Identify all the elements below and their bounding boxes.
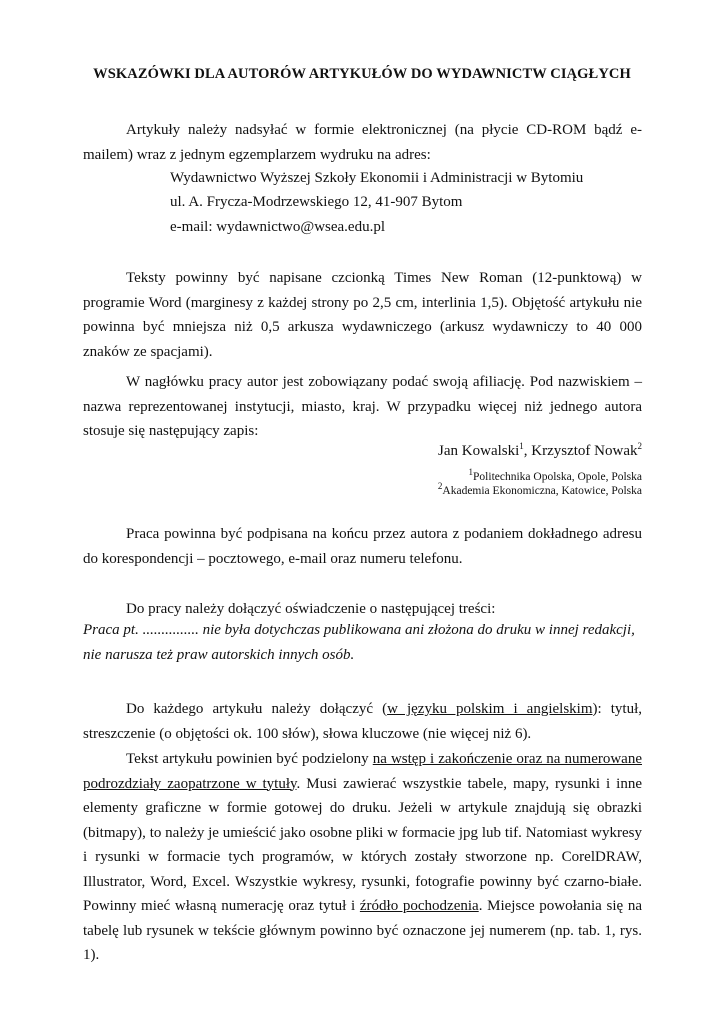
example-authors: Jan Kowalski$^1$, Krzysztof Nowak$^2$ — [438, 441, 642, 459]
address-line-2: ul. A. Frycza-Modrzewskiego 12, 41-907 Bytom — [170, 194, 463, 210]
address-line-1: Wydawnictwo Wyższej Szkoły Ekonomii i Administracji w Bytomiu — [170, 170, 584, 186]
address-email: e-mail: wydawnictwo@wsea.edu.pl — [170, 219, 386, 235]
statement-line-1: Praca pt. ............... nie była dotychczas publikowana ani złożona do druku w innej redakcji, — [83, 622, 635, 638]
paragraph-formatting: Teksty powinny być napisane czcionką Times New Roman (12-punktową) w programie Word (marginesy z każdej strony po 2,5 cm, interlinia 1,5). Objętość artykułu nie powinna być mniejsza niż 0,5 arkusza wydawniczego (arkusz wydawniczy to 40 000 znaków ze spacjami). — [83, 270, 642, 360]
paragraph-affiliation: W nagłówku pracy autor jest zobowiązany podać swoją afiliację. Pod nazwiskiem – nazwa reprezentowanej instytucji, miasto, kraj. W przypadku więcej niż jednego autora stosuje się następujący zapis: — [83, 374, 642, 439]
paragraph-submission: Artykuły należy nadsyłać w formie elektronicznej (na płycie CD-ROM bądź e-mailem) wraz z jednym egzemplarzem wydruku na adres: — [83, 122, 642, 163]
example-affiliation-2: $^2$Akademia Ekonomiczna, Katowice, Polska — [437, 481, 642, 497]
paragraph-structure: Tekst artykułu powinien być podzielony na wstęp i zakończenie oraz na numerowane podrozdziały zaopatrzone w tytuły. Musi zawierać wszystkie tabele, mapy, rysunki i inne elementy graficzne w formie gotowej do druku. Jeżeli w artykule znajdują się obrazki (bitmapy), to należy je umieścić jako osobne pliki w formacie jpg lub tif. Natomiast wykresy i rysunki w formacie tych programów, w których zostały stworzone np. CorelDRAW, Illustrator, Word, Excel. Wszystkie wykresy, rysunki, fotografie powinny być czarno-białe. Powinny mieć własną numerację oraz tytuł i źródło pochodzenia. Miejsce powołania się na tabelę lub rysunek w tekście głównym powinno być oznaczone jej numerem (np. tab. 1, rys. 1). — [83, 751, 642, 963]
statement-line-2: nie narusza też praw autorskich innych osób. — [83, 647, 355, 663]
paragraph-statement-intro: Do pracy należy dołączyć oświadczenie o następującej treści: — [126, 601, 496, 617]
paragraph-abstract: Do każdego artykułu należy dołączyć (w języku polskim i angielskim): tytuł, streszczenie (o objętości ok. 100 słów), słowa kluczowe (nie więcej niż 6). — [83, 701, 642, 742]
example-author-2: Krzysztof Nowak — [531, 443, 638, 459]
example-affiliation-1: $^1$Politechnika Opolska, Opole, Polska — [468, 467, 642, 483]
paragraph-signature: Praca powinna być podpisana na końcu przez autora z podaniem dokładnego adresu do korespondencji – pocztowego, e-mail oraz numeru telefonu. — [83, 526, 642, 567]
document-title: WSKAZÓWKI DLA AUTORÓW ARTYKUŁÓW DO WYDAWNICTW CIĄGŁYCH — [93, 66, 631, 82]
example-author-1: Jan Kowalski — [438, 443, 520, 459]
